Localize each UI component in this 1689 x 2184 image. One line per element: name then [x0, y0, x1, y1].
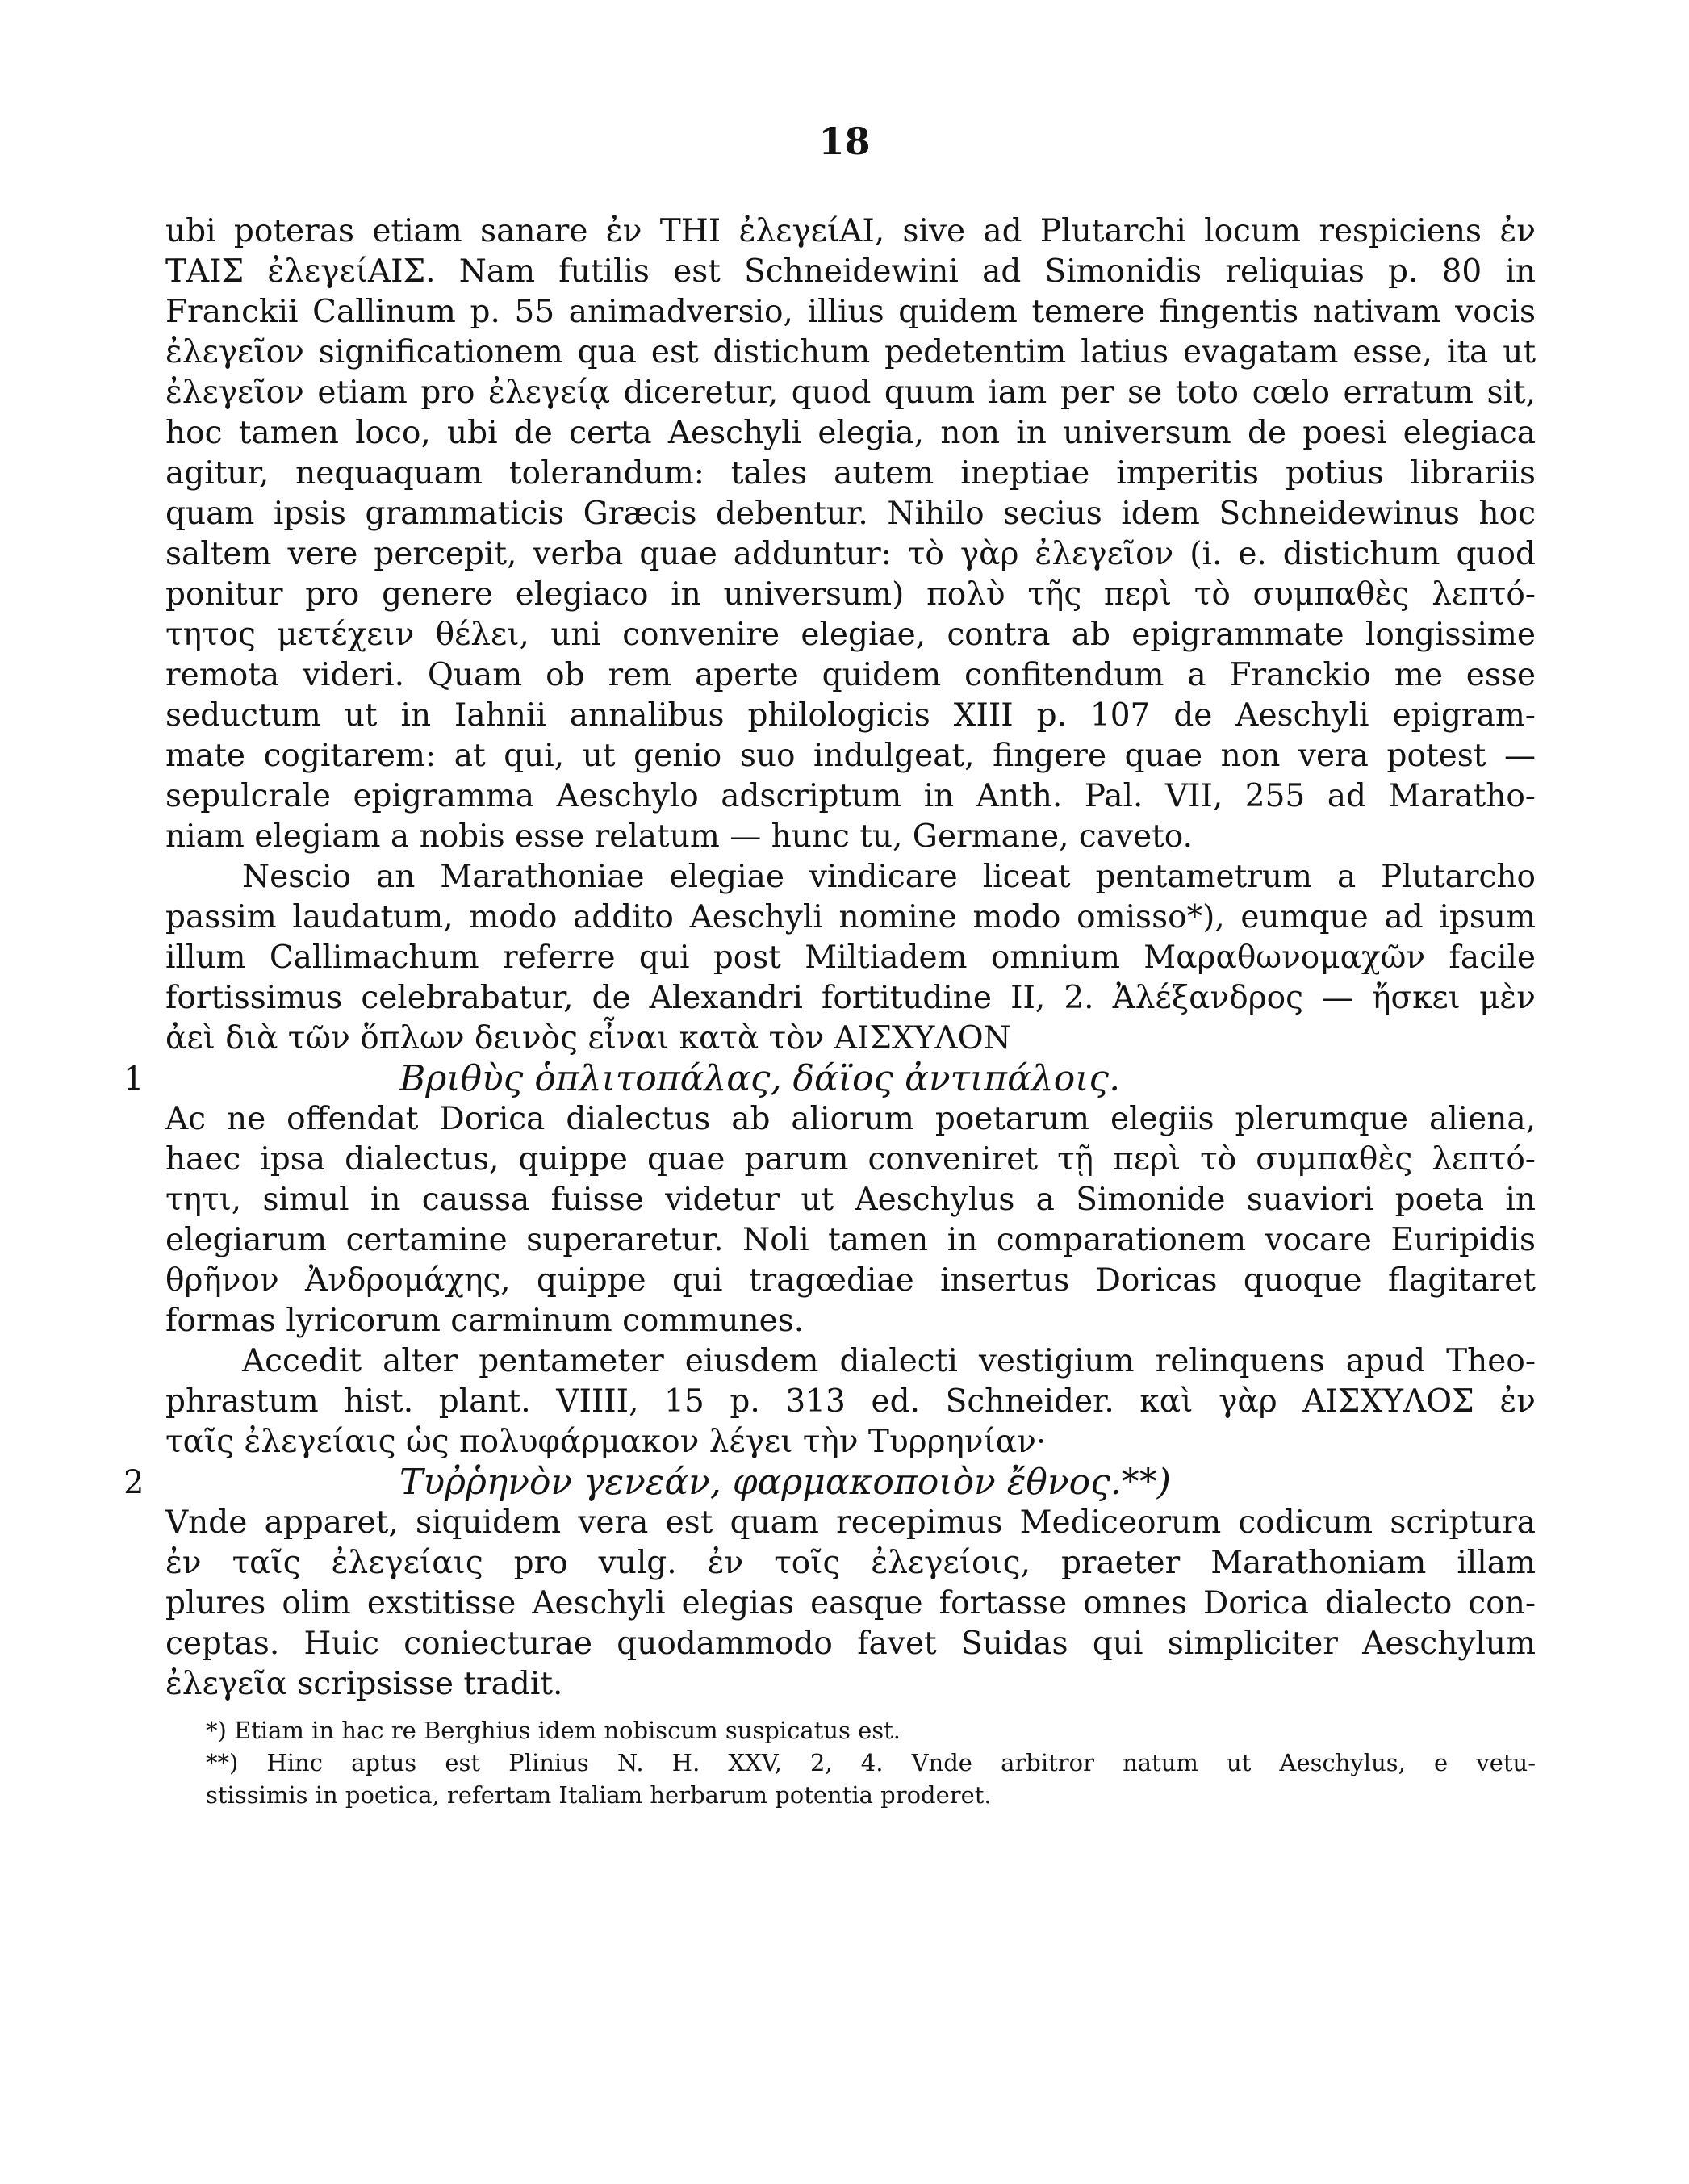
text-line: niam elegiam a nobis esse relatum — hunc tu, Germane, caveto. [165, 818, 1193, 855]
verse-number: 2 [123, 1464, 144, 1501]
footnote-continuation: stissimis in poetica, refertam Italiam herbarum potentia proderet. [206, 1781, 992, 1809]
text-line: ubi poteras etiam sanare ἐν ΤΗΙ ἐλεγείΑΙ, sive ad Plutarchi locum respiciens ἐν [165, 213, 1536, 249]
verse-line [123, 1462, 1536, 1503]
text-line: Ac ne offendat Dorica dialectus ab aliorum poetarum elegiis plerumque aliena, [165, 1101, 1536, 1137]
footnote: *) Etiam in hac re Berghius idem nobiscum suspicatus est. [206, 1717, 901, 1744]
verse-number: 1 [123, 1061, 144, 1098]
text-line: phrastum hist. plant. VIIII, 15 p. 313 ed. Schneider. καὶ γὰρ ΑΙΣΧΥΛΟΣ ἐν [165, 1383, 1536, 1420]
text-line: ταῖς ἐλεγείαις ὡς πολυφάρμακον λέγει τὴν Τυρρηνίαν· [165, 1424, 1047, 1460]
text-line: agitur, nequaquam tolerandum: tales autem ineptiae imperitis potius librariis [165, 455, 1536, 492]
text-line: elegiarum certamine superaretur. Noli tamen in comparationem vocare Euripidis [165, 1222, 1536, 1258]
text-line: τητι, simul in caussa fuisse videtur ut Aeschylus a Simonide suaviori poeta in [165, 1182, 1536, 1218]
text-line: sepulcrale epigramma Aeschylo adscriptum in Anth. Pal. VII, 255 ad Maratho- [165, 778, 1536, 814]
text-line: ἐλεγεῖον etiam pro ἐλεγείᾳ diceretur, quod quum iam per se toto cœlo erratum sit, [165, 374, 1536, 411]
text-line: Vnde apparet, siquidem vera est quam recepimus Mediceorum codicum scriptura [165, 1504, 1536, 1541]
text-line: Franckii Callinum p. 55 animadversio, illius quidem temere fingentis nativam vocis [165, 294, 1536, 330]
paragraph-start-line: Nescio an Marathoniae elegiae vindicare liceat pentametrum a Plutarcho [242, 859, 1536, 895]
text-line: passim laudatum, modo addito Aeschyli nomine modo omisso*), eumque ad ipsum [165, 899, 1536, 935]
footnote: **) Hinc aptus est Plinius N. H. XXV, 2, 4. Vnde arbitror natum ut Aeschylus, e vetu- [206, 1749, 1536, 1776]
text-line: remota videri. Quam ob rem aperte quidem confitendum a Franckio me esse [165, 657, 1536, 693]
verse-text: Βριθὺς ὁπλιτοπάλας, δάϊος ἀντιπάλοις. [399, 1058, 1121, 1099]
text-line: illum Callimachum referre qui post Miltiadem omnium Μαραθωνομαχῶν facile [165, 939, 1536, 976]
text-line: ceptas. Huic coniecturae quodammodo favet Suidas qui simpliciter Aeschylum [165, 1625, 1536, 1662]
text-line: ἀεὶ διὰ τῶν ὅπλων δεινὸς εἶναι κατὰ τὸν ΑΙΣΧΥΛΟΝ [165, 1020, 1011, 1056]
verse-line [123, 1058, 1536, 1099]
text-line: hoc tamen loco, ubi de certa Aeschyli elegia, non in universum de poesi elegiaca [165, 415, 1536, 451]
text-line: fortissimus celebrabatur, de Alexandri fortitudine II, 2. Ἀλέξανδρος — ἤσκει μὲν [165, 980, 1536, 1016]
text-line: ponitur pro genere elegiaco in universum) πολὺ τῆς περὶ τὸ συμπαθὲς λεπτό- [165, 576, 1536, 613]
footnote-spacer [165, 1705, 1536, 1714]
main-text [123, 211, 1536, 1811]
text-line: ΤΑΙΣ ἐλεγείΑΙΣ. Nam futilis est Schneidewini ad Simonidis reliquias p. 80 in [165, 253, 1536, 290]
text-line: ἐλεγεῖα scripsisse tradit. [165, 1666, 563, 1702]
text-line: θρῆνον Ἀνδρομάχης, quippe qui tragœdiae insertus Doricas quoque flagitaret [165, 1262, 1536, 1299]
text-line: formas lyricorum carminum communes. [165, 1303, 805, 1339]
text-line: quam ipsis grammaticis Græcis debentur. Nihilo secius idem Schneidewinus hoc [165, 496, 1536, 532]
text-line: haec ipsa dialectus, quippe quae parum conveniret τῇ περὶ τὸ συμπαθὲς λεπτό- [165, 1141, 1536, 1178]
text-line: saltem vere percepit, verba quae adduntur: τὸ γὰρ ἐλεγεῖον (i. e. distichum quod [165, 536, 1536, 572]
verse-text: Τυῤῥηνὸν γενεάν, φαρμακοποιὸν ἔθνος.**) [399, 1462, 1171, 1503]
text-line: ἐλεγεῖον significationem qua est distichum pedetentim latius evagatam esse, ita ut [165, 334, 1536, 370]
text-line: mate cogitarem: at qui, ut genio suo indulgeat, fingere quae non vera potest — [165, 738, 1536, 774]
text-line: ἐν ταῖς ἐλεγείαις pro vulg. ἐν τοῖς ἐλεγείοις, praeter Marathoniam illam [165, 1545, 1536, 1581]
paragraph-start-line: Accedit alter pentameter eiusdem dialecti vestigium relinquens apud Theo- [242, 1343, 1536, 1379]
text-line: plures olim exstitisse Aeschyli elegias easque fortasse omnes Dorica dialecto con- [165, 1585, 1536, 1621]
text-line: seductum ut in Iahnii annalibus philologicis XIII p. 107 de Aeschyli epigram- [165, 697, 1536, 734]
text-line: τητος μετέχειν θέλει, uni convenire elegiae, contra ab epigrammate longissime [165, 617, 1536, 653]
page-number: 18 [818, 119, 871, 163]
